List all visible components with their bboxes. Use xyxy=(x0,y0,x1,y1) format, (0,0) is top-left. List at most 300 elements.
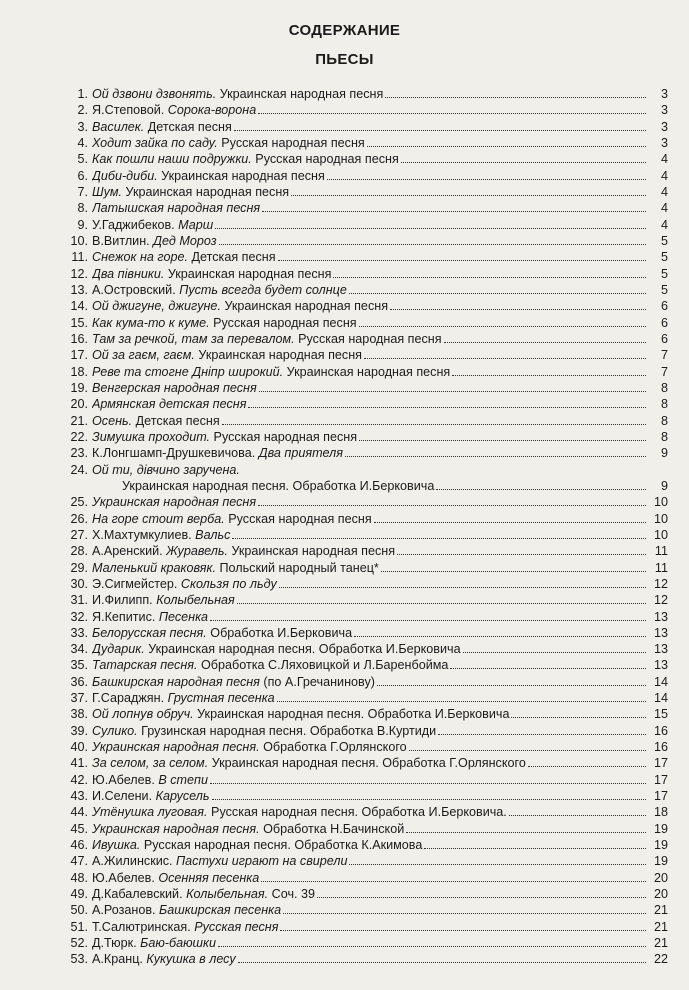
entry-title-text: Украинская народная песня xyxy=(227,544,396,559)
entry-title-text: Грузинская народная песня. Обработка В.Куртиди xyxy=(137,723,437,738)
entry-number: 23. xyxy=(70,446,88,461)
dot-leader xyxy=(280,919,646,931)
entry-title-italic: Башкирская песенка xyxy=(159,903,282,918)
toc-entry xyxy=(60,772,668,788)
entry-title-italic: Василек. xyxy=(92,119,145,134)
dot-leader xyxy=(409,739,646,751)
entry-title-italic: Карусель xyxy=(155,789,210,804)
entry-title-italic: Украинская народная песня. xyxy=(92,821,260,836)
entry-title-italic: Два півники. xyxy=(92,266,165,281)
toc-entry xyxy=(60,560,668,576)
toc-entry xyxy=(60,217,668,233)
dot-leader xyxy=(258,494,646,506)
entry-page-number: 16 xyxy=(653,723,668,738)
toc-entry xyxy=(60,119,668,135)
entry-title-italic: Два приятеля xyxy=(258,446,343,461)
entry-title xyxy=(92,119,646,135)
dot-leader xyxy=(262,200,646,212)
entry-title-italic: Пастухи играют на свирели xyxy=(176,854,348,869)
toc-entry xyxy=(60,625,668,641)
entry-title xyxy=(92,625,646,641)
toc-entry xyxy=(60,511,668,527)
entry-title-italic: Грустная песенка xyxy=(167,691,275,706)
entry-title-italic: Белорусская песня. xyxy=(92,625,207,640)
entry-page-number: 21 xyxy=(653,936,668,951)
entry-title-italic: Снежок на горе. xyxy=(92,250,189,265)
toc-entry xyxy=(60,641,668,657)
entry-page-number: 4 xyxy=(660,168,668,183)
entry-number: 14. xyxy=(70,299,88,314)
entry-title xyxy=(92,641,646,657)
entry-number: 17. xyxy=(70,348,88,363)
entry-title xyxy=(92,184,646,200)
entry-number: 51. xyxy=(70,919,88,934)
toc-entry xyxy=(60,102,668,118)
entry-title-italic: Кукушка в лесу xyxy=(146,952,236,967)
entry-number: 39. xyxy=(70,723,88,738)
entry-title xyxy=(92,543,646,559)
toc-entry xyxy=(60,184,668,200)
dot-leader xyxy=(359,429,646,441)
dot-leader xyxy=(385,86,646,98)
entry-title xyxy=(92,902,646,918)
entry-title-italic: Ой дзвони дзвонять. xyxy=(92,87,217,101)
entry-title-italic: Украинская народная песня. xyxy=(92,740,260,755)
entry-title-italic: Ивушка. xyxy=(92,838,141,853)
entry-title-text: Соч. 39 xyxy=(268,887,316,902)
entry-title-italic: Пусть всегда будет солнце xyxy=(179,282,347,297)
entry-page-number: 8 xyxy=(660,413,668,428)
entry-number: 38. xyxy=(70,707,88,722)
entry-title xyxy=(92,347,646,363)
entry-title-italic: За селом, за селом. xyxy=(92,756,209,771)
entry-number: 16. xyxy=(70,331,88,346)
entry-title xyxy=(92,331,646,347)
toc-entry xyxy=(60,935,668,951)
toc-entry xyxy=(60,723,668,739)
entry-page-number: 16 xyxy=(653,740,668,755)
dot-leader xyxy=(278,249,646,261)
toc-entry xyxy=(60,657,668,673)
entry-title-text: Детская песня xyxy=(144,119,232,134)
entry-number: 31. xyxy=(70,593,88,608)
entry-page-number: 6 xyxy=(660,315,668,330)
dot-leader xyxy=(237,592,646,604)
entry-title xyxy=(92,494,646,510)
entry-title-text: А.Розанов. xyxy=(92,903,160,918)
dot-leader xyxy=(397,543,646,555)
entry-title-text: Украинская народная песня xyxy=(283,364,451,379)
entry-title xyxy=(92,690,646,706)
entry-title-text: А.Кранц. xyxy=(92,952,147,967)
dot-leader xyxy=(277,690,646,702)
toc-entry xyxy=(60,870,668,886)
entry-title xyxy=(92,429,646,445)
entry-number: 45. xyxy=(70,821,88,836)
entry-title-text: Д.Кабалевский. xyxy=(92,887,187,902)
entry-title-text: Я.Кепитис. xyxy=(92,609,159,624)
entry-title-text: И.Селени. xyxy=(92,789,156,804)
dot-leader xyxy=(381,560,646,572)
dot-leader xyxy=(450,657,646,669)
entry-title xyxy=(92,609,646,625)
entry-page-number: 7 xyxy=(660,348,668,363)
entry-title-text: Я.Степовой. xyxy=(92,103,168,118)
entry-title-italic: Реве та стогне Дніпр широкий. xyxy=(92,364,284,379)
entry-number: 25. xyxy=(70,495,88,510)
entry-title-text: Обработка Н.Бачинской xyxy=(259,821,405,836)
entry-title-text: Русская народная песня xyxy=(251,152,399,167)
entry-title xyxy=(92,837,646,853)
entry-number: 6. xyxy=(77,168,88,183)
toc-entry xyxy=(60,282,668,298)
entry-title-italic: Журавель. xyxy=(166,544,228,559)
toc-entry xyxy=(60,135,668,151)
entry-title-text: Украинская народная песня. Обработка И.Берковича xyxy=(144,642,461,657)
toc-entry xyxy=(60,445,668,461)
entry-title-italic: Башкирская народная песня xyxy=(92,674,260,689)
entry-number: 1. xyxy=(77,87,88,101)
entry-number: 27. xyxy=(70,527,88,542)
toc-entry xyxy=(60,331,668,347)
entry-page-number: 9 xyxy=(660,478,668,493)
toc-entry xyxy=(60,788,668,804)
entry-number: 18. xyxy=(70,364,88,379)
toc-entry xyxy=(60,527,668,543)
entry-title-text: Обработка И.Берковича xyxy=(206,625,353,640)
entry-title-italic: Марш xyxy=(178,217,214,232)
entry-page-number: 3 xyxy=(660,135,668,150)
entry-page-number: 11 xyxy=(654,544,668,559)
entry-page-number: 4 xyxy=(660,201,668,216)
entry-title-text: Украинская народная песня xyxy=(164,266,332,281)
entry-title xyxy=(92,592,646,608)
entry-title-italic: Ой джигуне, джигуне. xyxy=(92,299,221,314)
entry-title-text: Украинская народная песня. Обработка И.Берковича xyxy=(122,478,435,493)
entry-title-italic: На горе стоит верба. xyxy=(92,511,225,526)
toc-entry xyxy=(60,413,668,429)
entry-title-italic: Армянская детская песня xyxy=(92,397,247,412)
entry-title xyxy=(92,935,646,951)
entry-page-number: 19 xyxy=(653,821,668,836)
entry-title xyxy=(92,445,646,461)
entry-title xyxy=(92,462,646,478)
entry-number: 53. xyxy=(70,952,88,967)
toc-entry xyxy=(60,804,668,820)
entry-title-text: (по А.Гречанинову) xyxy=(259,674,375,689)
toc-entry xyxy=(60,478,668,494)
entry-page-number: 18 xyxy=(653,805,668,820)
entry-title-italic: Ой за гаєм, гаєм. xyxy=(92,348,195,363)
entry-title-text: Детская песня xyxy=(132,413,220,428)
entry-title xyxy=(92,853,646,869)
entry-title-italic: Шум. xyxy=(92,184,123,199)
entry-title-text: Д.Тюрк. xyxy=(92,936,141,951)
entry-title-text: Обработка С.Ляховицкой и Л.Баренбойма xyxy=(197,658,449,673)
dot-leader xyxy=(283,902,646,914)
entry-number: 35. xyxy=(70,658,88,673)
dot-leader xyxy=(528,755,646,767)
entry-title xyxy=(92,657,646,673)
entry-title-text: Украинская народная песня xyxy=(216,87,384,101)
toc-entry xyxy=(60,266,668,282)
entry-page-number: 13 xyxy=(653,658,668,673)
toc-entry xyxy=(60,86,668,102)
entry-title-text: У.Гаджибеков. xyxy=(92,217,179,232)
entry-page-number: 5 xyxy=(660,233,668,248)
dot-leader xyxy=(509,804,646,816)
entry-title-text: Детская песня xyxy=(188,250,276,265)
entry-title xyxy=(92,233,646,249)
entry-page-number: 10 xyxy=(653,511,668,526)
entry-number: 11. xyxy=(71,250,88,265)
toc-entry xyxy=(60,298,668,314)
entry-title-italic: Сорока-ворона xyxy=(167,103,257,118)
entry-page-number: 12 xyxy=(653,593,668,608)
entry-number: 7. xyxy=(77,184,88,199)
entry-page-number: 5 xyxy=(660,250,668,265)
entry-title-italic: В степи xyxy=(158,772,208,787)
entry-page-number: 5 xyxy=(660,282,668,297)
entry-title xyxy=(92,200,646,216)
toc-entry xyxy=(60,690,668,706)
entry-title xyxy=(92,951,646,967)
entry-title xyxy=(92,249,646,265)
entry-page-number: 21 xyxy=(653,919,668,934)
entry-title-italic: Баю-баюшки xyxy=(140,936,216,951)
entry-title-italic: Песенка xyxy=(158,609,209,624)
entry-title-text: Э.Сигмейстер. xyxy=(92,576,181,591)
entry-number: 34. xyxy=(70,642,88,657)
dot-leader xyxy=(367,135,646,147)
entry-title xyxy=(92,527,646,543)
entry-page-number: 20 xyxy=(653,870,668,885)
entry-title-text: Ю.Абелев. xyxy=(92,870,159,885)
entry-page-number: 6 xyxy=(660,299,668,314)
toc-entry xyxy=(60,315,668,331)
entry-page-number: 5 xyxy=(660,266,668,281)
entry-title-italic: Сулико. xyxy=(92,723,138,738)
toc-entry xyxy=(60,706,668,722)
entry-title-italic: Как кума-то к куме. xyxy=(92,315,210,330)
entry-title-text: К.Лонгшамп-Друшкевичова. xyxy=(92,446,259,461)
entry-title-text: Украинская народная песня xyxy=(122,184,290,199)
entry-page-number: 10 xyxy=(653,495,668,510)
dot-leader xyxy=(291,184,646,196)
entry-title xyxy=(92,298,646,314)
entry-title-italic: Колыбельная. xyxy=(186,887,269,902)
entry-title-italic: Латышская народная песня xyxy=(92,201,261,216)
entry-number: 2. xyxy=(77,103,88,118)
entry-title xyxy=(122,478,646,494)
toc-entry xyxy=(60,200,668,216)
toc-entry xyxy=(60,347,668,363)
entry-page-number: 14 xyxy=(653,691,668,706)
toc-entry xyxy=(60,886,668,902)
entry-title-text: Украинская народная песня xyxy=(157,168,325,183)
entry-number: 37. xyxy=(70,691,88,706)
dot-leader xyxy=(438,723,646,735)
page-title: СОДЕРЖАНИЕ xyxy=(288,22,401,39)
entry-title-italic: Скользя по льду xyxy=(180,576,277,591)
dot-leader xyxy=(317,886,646,898)
toc-entry xyxy=(60,462,668,478)
entry-title xyxy=(92,821,646,837)
entry-number: 32. xyxy=(70,609,88,624)
toc-entry xyxy=(60,249,668,265)
entry-page-number: 4 xyxy=(660,217,668,232)
entry-title-italic: Осенняя песенка xyxy=(158,870,260,885)
toc-entry xyxy=(60,951,668,967)
entry-number: 24. xyxy=(70,462,88,477)
entry-title-italic: Вальс xyxy=(195,527,231,542)
toc-entry xyxy=(60,396,668,412)
entry-title xyxy=(92,135,646,151)
entry-number: 3. xyxy=(77,119,88,134)
entry-title xyxy=(92,168,646,184)
entry-number: 8. xyxy=(77,201,88,216)
entry-title-italic: Утёнушка луговая. xyxy=(92,805,208,820)
toc-list xyxy=(60,86,668,968)
dot-leader xyxy=(364,347,646,359)
toc-entry xyxy=(60,576,668,592)
entry-number: 28. xyxy=(70,544,88,559)
toc-entry xyxy=(60,592,668,608)
dot-leader xyxy=(210,609,646,621)
entry-title xyxy=(92,886,646,902)
entry-title-text: Украинская народная песня. Обработка И.Берковича xyxy=(193,707,510,722)
dot-leader xyxy=(390,298,646,310)
entry-number: 15. xyxy=(70,315,88,330)
entry-page-number: 8 xyxy=(660,397,668,412)
entry-page-number: 7 xyxy=(660,364,668,379)
entry-number: 46. xyxy=(70,838,88,853)
entry-title-text: Русская народная песня. Обработка К.Акимова xyxy=(140,838,423,853)
entry-page-number: 3 xyxy=(660,103,668,118)
entry-number: 41. xyxy=(70,756,88,771)
entry-number: 47. xyxy=(70,854,88,869)
entry-page-number: 22 xyxy=(653,952,668,967)
dot-leader xyxy=(359,315,646,327)
entry-number: 21. xyxy=(70,413,88,428)
entry-title-italic: Ой ти, дівчино заручена. xyxy=(92,462,240,477)
dot-leader xyxy=(333,266,646,278)
entry-title xyxy=(92,870,646,886)
toc-entry xyxy=(60,233,668,249)
entry-page-number: 11 xyxy=(654,560,668,575)
entry-page-number: 19 xyxy=(653,854,668,869)
entry-title-italic: Украинская народная песня xyxy=(92,495,257,510)
toc-entry xyxy=(60,674,668,690)
entry-number: 29. xyxy=(70,560,88,575)
entry-title xyxy=(92,576,646,592)
dot-leader xyxy=(222,413,646,425)
toc-entry xyxy=(60,543,668,559)
entry-title xyxy=(92,396,646,412)
dot-leader xyxy=(259,380,646,392)
entry-title-text: Русская народная песня xyxy=(210,429,358,444)
dot-leader xyxy=(452,364,646,376)
toc-entry xyxy=(60,739,668,755)
entry-number: 30. xyxy=(70,576,88,591)
entry-page-number: 17 xyxy=(653,756,668,771)
entry-title-text: И.Филипп. xyxy=(92,593,157,608)
entry-title-text: А.Островский. xyxy=(92,282,180,297)
entry-title xyxy=(92,723,646,739)
entry-page-number: 19 xyxy=(653,838,668,853)
entry-page-number: 4 xyxy=(660,152,668,167)
entry-number: 42. xyxy=(70,772,88,787)
entry-title-italic: Диби-диби. xyxy=(92,168,158,183)
entry-title-italic: Венгерская народная песня xyxy=(92,380,257,395)
entry-title-italic: Колыбельная xyxy=(156,593,235,608)
toc-entry xyxy=(60,429,668,445)
dot-leader xyxy=(349,853,646,865)
entry-title-italic: Там за речкой, там за перевалом. xyxy=(92,331,295,346)
dot-leader xyxy=(406,821,646,833)
entry-title-italic: Татарская песня. xyxy=(92,658,198,673)
entry-title-text: Русская народная песня xyxy=(209,315,357,330)
entry-title-italic: Дед Мороз xyxy=(153,233,217,248)
toc-entry xyxy=(60,902,668,918)
entry-title-text: Русская народная песня. Обработка И.Берковича. xyxy=(207,805,507,820)
entry-title-italic: Ходит зайка по саду. xyxy=(92,135,218,150)
dot-leader xyxy=(261,870,646,882)
entry-title xyxy=(92,511,646,527)
entry-page-number: 3 xyxy=(660,87,668,101)
entry-title-text: Украинская народная песня. Обработка Г.Орлянского xyxy=(208,756,526,771)
entry-number: 4. xyxy=(77,135,88,150)
toc-entry xyxy=(60,609,668,625)
dot-leader xyxy=(349,282,646,294)
dot-leader xyxy=(212,788,647,800)
entry-number: 52. xyxy=(70,936,88,951)
entry-title xyxy=(92,364,646,380)
dot-leader xyxy=(377,674,646,686)
dot-leader xyxy=(424,837,646,849)
entry-number: 36. xyxy=(70,674,88,689)
entry-number: 44. xyxy=(70,805,88,820)
entry-number: 43. xyxy=(70,789,88,804)
entry-title xyxy=(92,102,646,118)
entry-title-text: Русская народная песня xyxy=(217,135,365,150)
entry-page-number: 3 xyxy=(660,119,668,134)
dot-leader xyxy=(234,119,646,131)
entry-page-number: 12 xyxy=(653,576,668,591)
entry-page-number: 17 xyxy=(653,789,668,804)
entry-page-number: 10 xyxy=(653,527,668,542)
entry-page-number: 13 xyxy=(653,625,668,640)
toc-entry xyxy=(60,853,668,869)
entry-number: 26. xyxy=(70,511,88,526)
toc-entry xyxy=(60,821,668,837)
entry-number: 50. xyxy=(70,903,88,918)
entry-title xyxy=(92,413,646,429)
entry-title-italic: Как пошли наши подружки. xyxy=(92,152,252,167)
entry-title-text: Г.Сараджян. xyxy=(92,691,168,706)
entry-page-number: 15 xyxy=(653,707,668,722)
dot-leader xyxy=(219,233,646,245)
entry-title xyxy=(92,151,646,167)
entry-title xyxy=(92,706,646,722)
dot-leader xyxy=(345,445,646,457)
toc-entry xyxy=(60,755,668,771)
dot-leader xyxy=(444,331,646,343)
entry-title-text: Русская народная песня xyxy=(294,331,442,346)
section-title: ПЬЕСЫ xyxy=(315,51,374,68)
toc-entry xyxy=(60,364,668,380)
entry-title-italic: Маленький краковяк. xyxy=(92,560,216,575)
